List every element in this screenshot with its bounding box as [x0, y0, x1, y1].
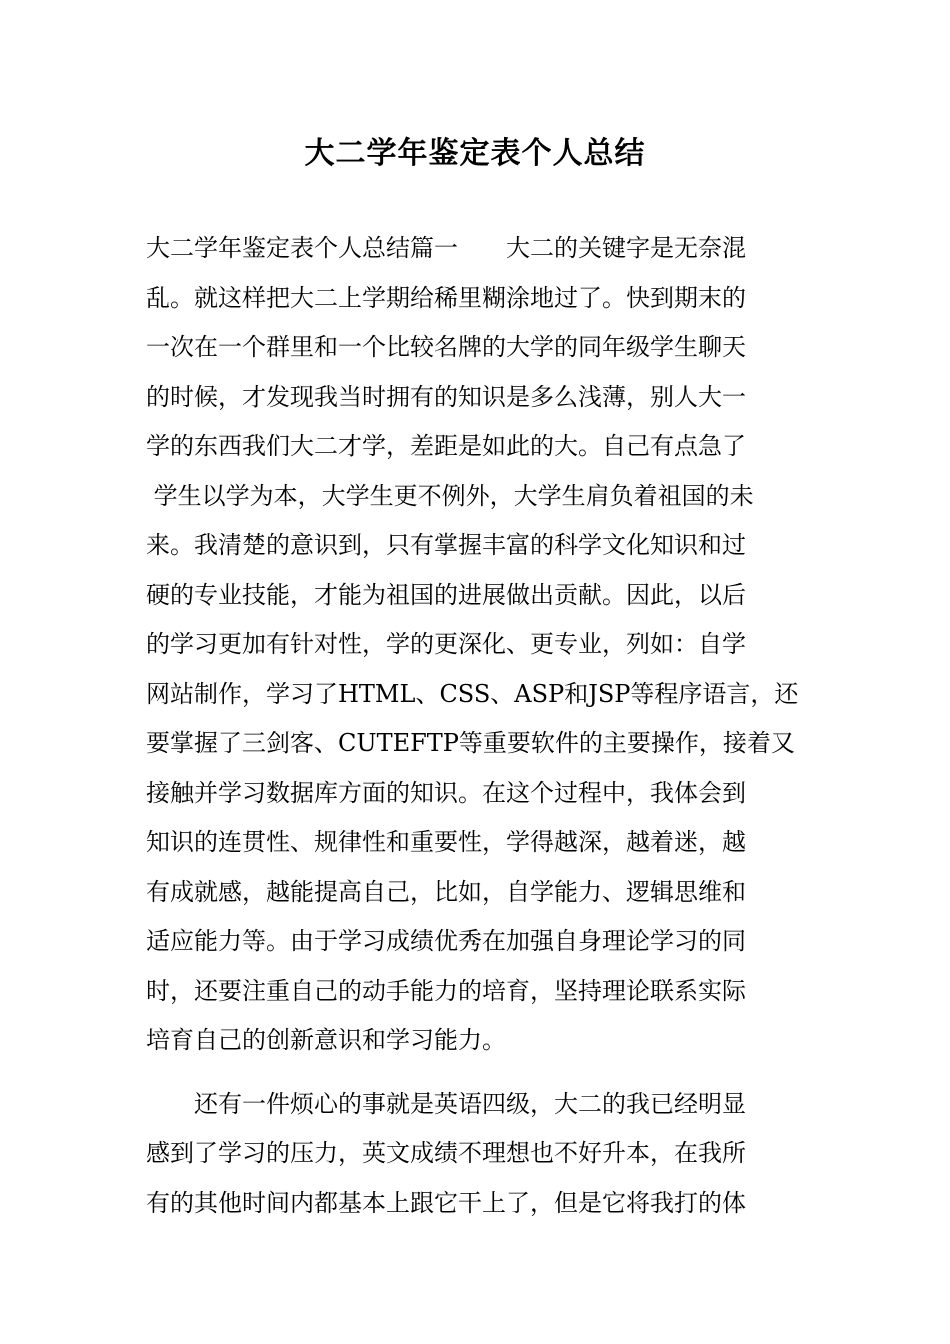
text-line: 学的东西我们大二才学，差距是如此的大。自己有点急了: [146, 432, 746, 460]
text-line: 来。我清楚的意识到，只有掌握丰富的科学文化知识和过: [146, 531, 746, 559]
text-line: 一次在一个群里和一个比较名牌的大学的同年级学生聊天: [146, 333, 746, 361]
document-body: [146, 224, 806, 1228]
text-line: 知识的连贯性、规律性和重要性，学得越深，越着迷，越: [146, 828, 746, 856]
text-line: 时，还要注重自己的动手能力的培育，坚持理论联系实际: [146, 976, 746, 1005]
text-line: 学生以学为本，大学生更不例外，大学生肩负着祖国的未: [146, 481, 754, 510]
text-line: 的学习更加有针对性，学的更深化、更专业，列如：自学: [146, 630, 746, 658]
text-line: 有的其他时间内都基本上跟它干上了，但是它将我打的体: [146, 1188, 746, 1217]
text-line: 感到了学习的压力，英文成绩不理想也不好升本，在我所: [146, 1139, 746, 1167]
text-line: 接触并学习数据库方面的知识。在这个过程中，我体会到: [146, 778, 746, 807]
text-line: 硬的专业技能，才能为祖国的进展做出贡献。因此，以后: [146, 580, 746, 609]
text-line: 的时候，才发现我当时拥有的知识是多么浅薄，别人大一: [146, 382, 746, 411]
text-line: 还有一件烦心的事就是英语四级，大二的我已经明显: [146, 1089, 746, 1118]
text-line: 大二学年鉴定表个人总结篇一 大二的关键字是无奈混: [146, 234, 746, 262]
document-title: 大二学年鉴定表个人总结: [304, 136, 646, 171]
text-line: 要掌握了三剑客、CUTEFTP等重要软件的主要操作，接着又: [146, 729, 795, 757]
text-line: 网站制作，学习了HTML、CSS、ASP和JSP等程序语言，还: [146, 679, 799, 708]
text-line: 乱。就这样把大二上学期给稀里糊涂地过了。快到期末的: [146, 283, 746, 312]
paragraph-spacer: [146, 1066, 806, 1080]
paragraph-1: [146, 224, 806, 1066]
paragraph-2: [146, 1080, 806, 1229]
text-line: 有成就感，越能提高自己，比如，自学能力、逻辑思维和: [146, 877, 746, 906]
text-line: 培育自己的创新意识和学习能力。: [146, 1026, 506, 1054]
text-line: 适应能力等。由于学习成绩优秀在加强自身理论学习的同: [146, 927, 746, 955]
